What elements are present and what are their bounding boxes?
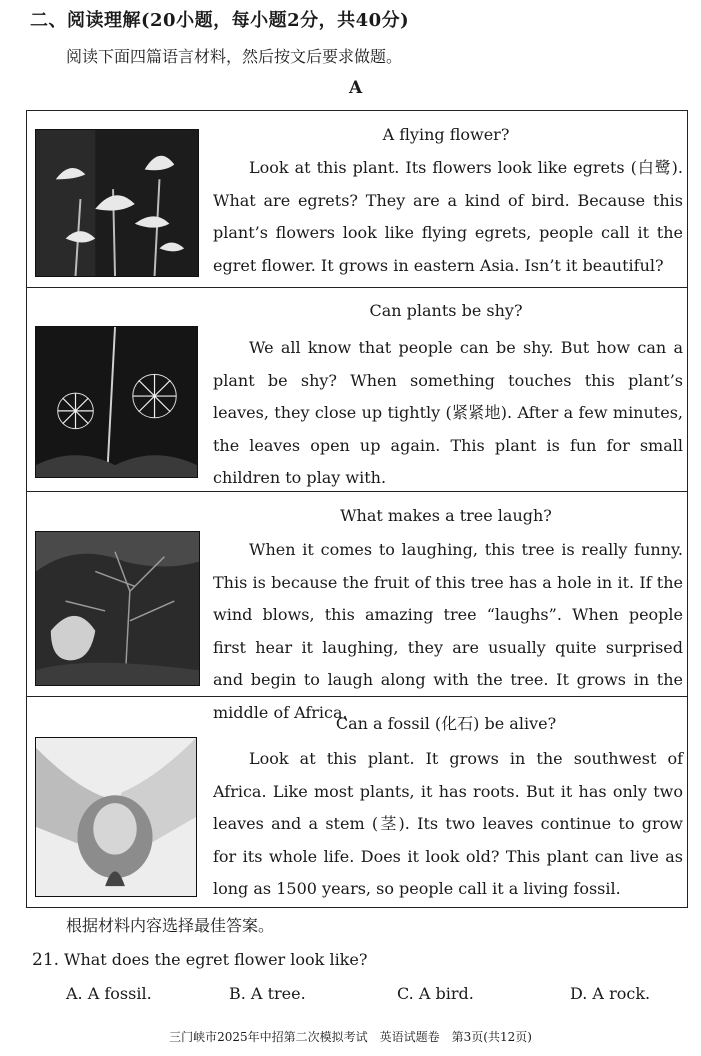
passage-text: Look at this plant. Its flowers look like egrets (白鹭). What are egrets? They are a kind of bird. Because this plant’s flowers look like flying egrets, people call it the egret flower. It grows in eastern Asia. Isn’t it beautiful? <box>213 158 683 275</box>
passage-row-egret-flower <box>27 111 687 288</box>
question-instruction: 根据材料内容选择最佳答案。 <box>66 916 275 935</box>
laughing-tree-photo <box>35 531 200 686</box>
page-footer: 三门峡市2025年中招第二次模拟考试 英语试题卷 第3页(共12页) <box>169 1030 532 1044</box>
section-instruction: 阅读下面四篇语言材料，然后按文后要求做题。 <box>66 47 403 66</box>
egret-flower-photo <box>35 129 199 277</box>
passage-table <box>26 110 688 908</box>
shy-plant-photo <box>35 326 198 478</box>
passage-heading: What makes a tree laugh? <box>340 506 552 525</box>
option-d[interactable]: D. A rock. <box>570 984 651 1003</box>
option-b[interactable]: B. A tree. <box>229 984 306 1003</box>
living-fossil-photo <box>35 737 197 897</box>
passage-row-living-fossil <box>27 697 687 909</box>
passage-row-shy-plant <box>27 288 687 492</box>
option-a[interactable]: A. A fossil. <box>66 984 152 1003</box>
passage-heading: Can plants be shy? <box>369 301 523 320</box>
question-text: What does the egret flower look like? <box>64 950 368 969</box>
section-title: 二、阅读理解(20小题，每小题2分，共40分) <box>30 10 410 31</box>
passage-text: When it comes to laughing, this tree is really funny. This is because the fruit of this tree has a hole in it. If the wind blows, this amazing tree “laughs”. When people first hear it laughing, they are usually quite surprised and begin to laugh along with the tree. It grows in the middle of Africa. <box>213 540 683 722</box>
passage-text: We all know that people can be shy. But how can a plant be shy? When something touches this plant’s leaves, they close up tightly (紧紧地). After a few minutes, the leaves open up again. This plant is fun for small children to play with. <box>213 338 683 487</box>
passage-heading: A flying flower? <box>382 125 510 144</box>
passage-label: A <box>349 78 363 98</box>
passage-heading: Can a fossil (化石) be alive? <box>335 714 557 733</box>
option-c[interactable]: C. A bird. <box>397 984 474 1003</box>
passage-text: Look at this plant. It grows in the southwest of Africa. Like most plants, it has roots. But it has only two leaves and a stem (茎). Its two leaves continue to grow for its whole life. Does it look old? This plant can live as long as 1500 years, so people call it a living fossil. <box>213 749 683 898</box>
question-number: 21. <box>32 950 60 970</box>
passage-row-laughing-tree <box>27 492 687 722</box>
